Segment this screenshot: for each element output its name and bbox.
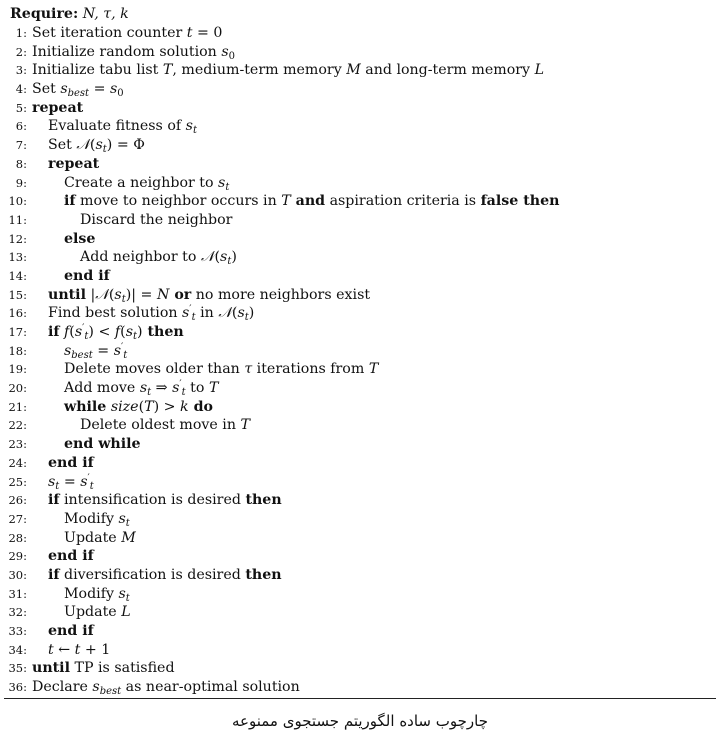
- line-19: 19: Delete moves older than τ iterations from T: [8, 361, 379, 378]
- line-2: 2: Initialize random solution $s_0$: [15, 43, 235, 62]
- line-11: 11: Discard the neighbor: [8, 211, 233, 228]
- line-10: 10: if move to neighbor occurs in T and aspiration criteria is false then: [8, 193, 560, 210]
- line-31: 31: Modify $s_t$: [8, 585, 130, 604]
- line-15: 15: until $|𝒩(s_t)| = N$ or no more neighbors exist: [8, 286, 371, 305]
- line-24: 24: end if: [8, 454, 94, 471]
- line-26: 26: if intensification is desired then: [8, 492, 282, 509]
- line-18: 18: $s_{best} = s'_t$: [8, 341, 128, 361]
- line-29: 29: end if: [8, 548, 94, 565]
- line-30: 30: if diversification is desired then: [8, 566, 282, 583]
- bottom-rule: [4, 698, 716, 699]
- algorithm-block: [4, 4, 716, 697]
- line-28: 28: Update M: [8, 529, 136, 546]
- line-23: 23: end while: [8, 436, 141, 453]
- line-34: 34: t ← t + 1: [8, 641, 111, 658]
- line-14: 14: end if: [8, 267, 110, 284]
- line-20: 20: Add move $s_t$ ⇒ $s'_t$ to T: [8, 379, 219, 399]
- line-3: 3: Initialize tabu list T, medium-term memory M and long-term memory L: [15, 62, 544, 79]
- line-35: 35: until TP is satisfied: [8, 660, 175, 677]
- require-line: [4, 4, 716, 24]
- line-21: 21: while size(T) > k do: [8, 398, 213, 415]
- line-13: 13: Add neighbor to $𝒩(s_t)$: [8, 249, 237, 268]
- line-1: 1: Set iteration counter t = 0: [15, 25, 223, 41]
- line-25: 25: $s_t = s'_t$: [8, 472, 94, 492]
- require-params: N, τ, k: [82, 6, 129, 22]
- line-16: 16: Find best solution $s'_t$ in $𝒩(s_t)$: [8, 304, 255, 324]
- line-7: 7: Set $𝒩(s_t) = \Phi$: [15, 137, 145, 156]
- line-9: 9: Create a neighbor to $s_t$: [15, 174, 230, 193]
- require-keyword: Require:: [10, 6, 79, 22]
- line-4: 4: Set $s_{best} = s_0$: [15, 81, 124, 100]
- line-17: 17: if $f(s'_t) < f(s_t)$ then: [8, 323, 184, 342]
- line-22: 22: Delete oldest move in T: [8, 417, 250, 434]
- line-12: 12: else: [8, 230, 96, 247]
- line-32: 32: Update L: [8, 604, 131, 621]
- line-36: 36: Declare $s_{best}$ as near-optimal solution: [8, 679, 300, 698]
- line-8: 8: repeat: [15, 155, 100, 172]
- figure-caption: چارچوب ساده الگوریتم جستجوی ممنوعه: [231, 712, 488, 730]
- line-5: 5: repeat: [15, 99, 84, 116]
- line-33: 33: end if: [8, 623, 94, 639]
- line-27: 27: Modify $s_t$: [8, 510, 130, 529]
- line-6: 6: Evaluate fitness of $s_t$: [15, 118, 197, 137]
